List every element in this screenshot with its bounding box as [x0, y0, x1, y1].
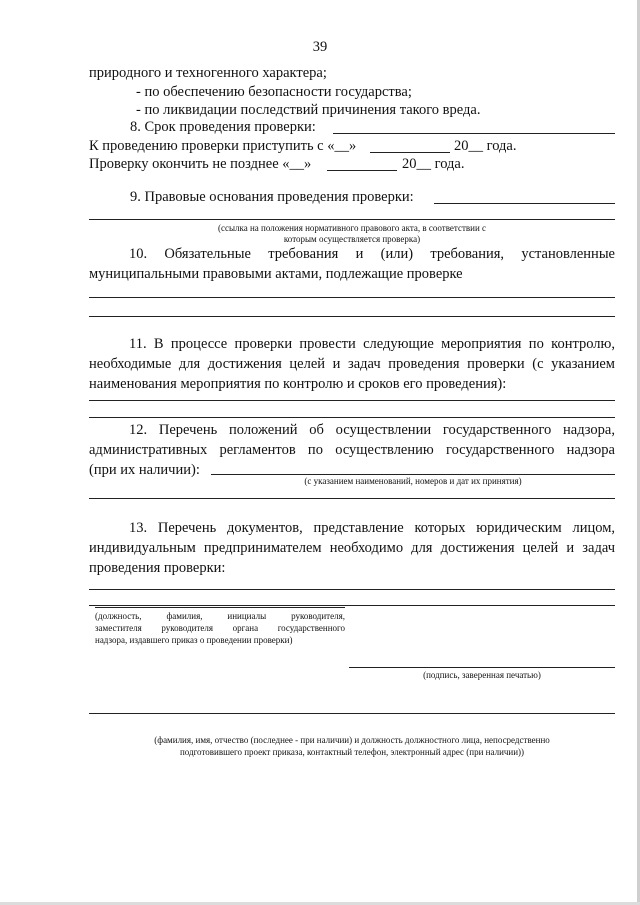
item10-blank2: [89, 316, 615, 317]
item8-end-blank: [327, 170, 397, 171]
item9-full-blank: [89, 219, 615, 220]
item10-blank1: [89, 297, 615, 298]
item11-blank2: [89, 417, 615, 418]
item7-line2: - по обеспечению безопасности государства;: [136, 84, 412, 100]
preparer-blank: [89, 713, 615, 714]
item12-line1: 12. Перечень положений об осуществлении государственного надзора,: [129, 422, 615, 438]
item12-inline-blank: [211, 474, 615, 475]
item11-blank1: [89, 400, 615, 401]
item13-paragraph: [89, 518, 615, 578]
item10-line1: 10. Обязательные требования и (или) требования, установленные: [129, 246, 615, 262]
item10-paragraph: [89, 244, 615, 284]
item9-note-line1: (ссылка на положения нормативного правового акта, в соответствии с: [217, 223, 487, 233]
official-caption-line3: надзора, издавшего приказ о проведении проверки): [95, 635, 293, 645]
item8-start-year: 20__ года.: [454, 138, 517, 154]
official-blank: [95, 607, 345, 608]
item8-heading: 8. Срок проведения проверки:: [130, 119, 316, 135]
item10-line2: муниципальными правовыми актами, подлежащие проверке: [89, 266, 463, 282]
item8-start-label: К проведению проверки приступить с «__»: [89, 138, 357, 154]
item12-line2: административных регламентов по осуществлению государственного надзора: [89, 442, 615, 458]
item11-line2: необходимые для достижения целей и задач проведения проверки (с указанием: [89, 356, 615, 372]
signature-blank: [349, 667, 615, 668]
item7-line3: - по ликвидации последствий причинения такого вреда.: [136, 102, 481, 118]
item8-heading-blank: [333, 133, 615, 134]
signature-caption: (подпись, заверенная печатью): [423, 670, 541, 680]
official-caption-line2: заместителя руководителя органа государственного: [95, 623, 345, 633]
item9-heading: 9. Правовые основания проведения проверки:: [130, 189, 414, 205]
page-number: 39: [312, 39, 328, 55]
item7-line1: природного и техногенного характера;: [89, 65, 327, 81]
item8-end-label: Проверку окончить не позднее «__»: [89, 156, 312, 172]
item13-line1: 13. Перечень документов, представление которых юридическим лицом,: [129, 520, 615, 536]
item8-start-blank: [370, 152, 450, 153]
preparer-caption-line2: подготовившего проект приказа, контактный телефон, электронный адрес (при наличии)): [179, 747, 525, 757]
item12-blank: [89, 498, 615, 499]
item11-line3: наименования мероприятия по контролю и сроков его проведения):: [89, 376, 507, 392]
item13-blank1: [89, 589, 615, 590]
item13-blank2: [89, 605, 615, 606]
item11-line1: 11. В процессе проверки провести следующие мероприятия по контролю,: [129, 336, 615, 352]
item9-note-line2: которым осуществляется проверка): [283, 234, 421, 244]
item12-paragraph: [89, 420, 615, 480]
item8-end-year: 20__ года.: [402, 156, 465, 172]
item11-paragraph: [89, 334, 615, 394]
official-caption-line1: (должность, фамилия, инициалы руководителя,: [95, 611, 345, 621]
item13-line3: проведения проверки:: [89, 560, 226, 576]
item9-heading-blank: [434, 203, 615, 204]
item12-note: (с указанием наименований, номеров и дат их принятия): [304, 476, 522, 486]
item12-line3: (при их наличии):: [89, 462, 200, 478]
item13-line2: индивидуальным предпринимателем необходимо для достижения целей и задач: [89, 540, 615, 556]
preparer-caption-line1: (фамилия, имя, отчество (последнее - при наличии) и должность должностного лица, непосредственно: [154, 735, 550, 745]
